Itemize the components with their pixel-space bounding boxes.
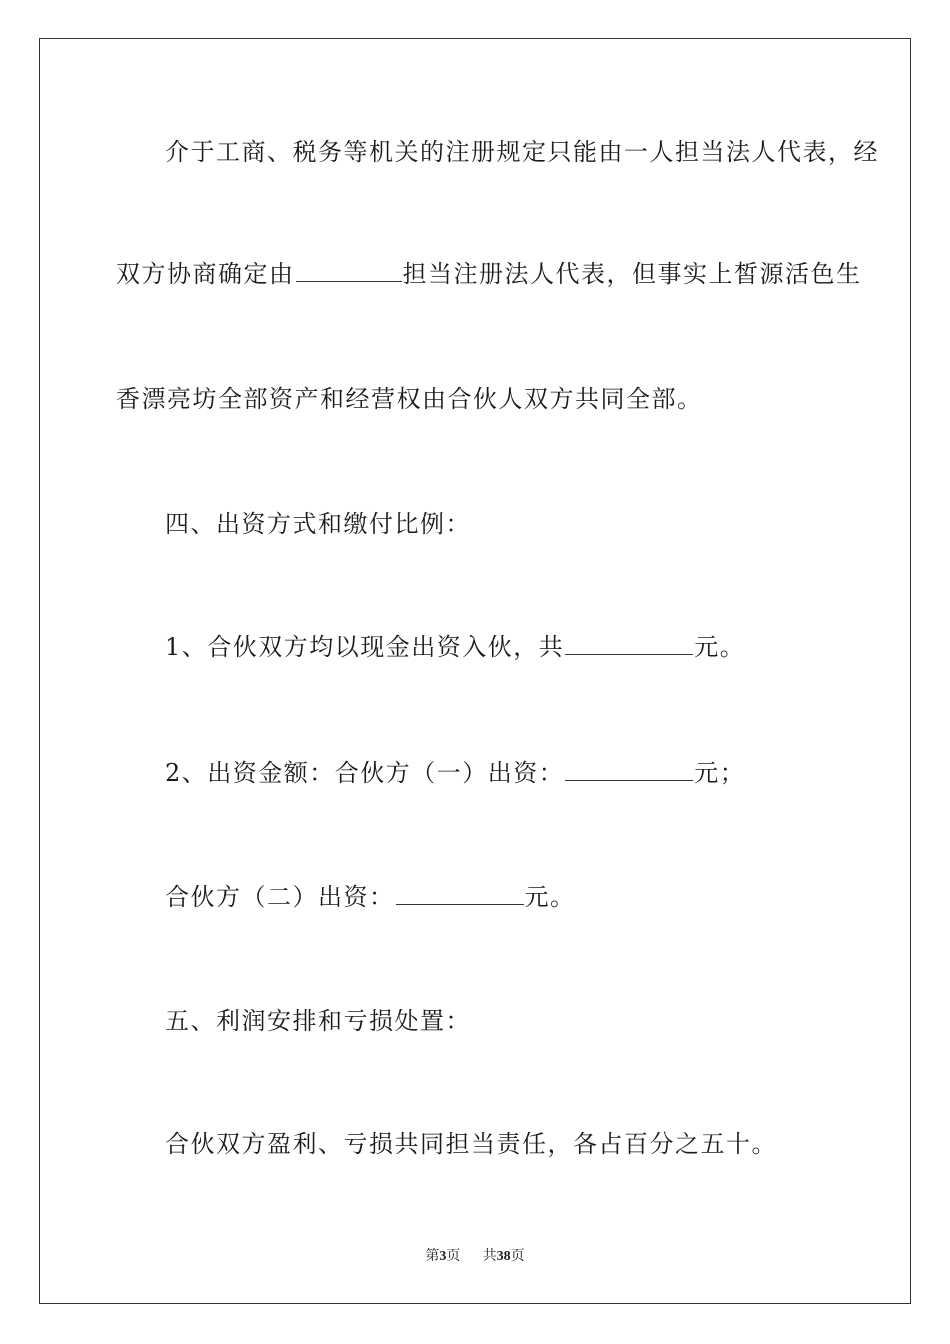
paragraph-line [0, 137, 950, 167]
text: 介于工商、税务等机关的注册规定只能由一人担当法人代表，经 [165, 138, 879, 166]
page-number: 第3页 [425, 1248, 461, 1264]
page-total: 共38页 [482, 1248, 525, 1264]
paragraph-line [0, 384, 950, 414]
text: 合伙方（二）出资： [165, 883, 395, 911]
list-item [0, 632, 950, 662]
text: 担当注册法人代表，但事实上皙源活色生 [402, 260, 862, 288]
page-border [39, 38, 911, 1304]
text: 五、利润安排和亏损处置： [165, 1007, 471, 1035]
text: 香漂亮坊全部资产和经营权由合伙人双方共同全部。 [116, 385, 703, 413]
paragraph-line [0, 259, 950, 289]
list-item [0, 882, 950, 912]
text: 元； [694, 759, 746, 787]
paragraph-line [0, 1129, 950, 1159]
fill-in-blank[interactable] [396, 882, 524, 905]
text: 四、出资方式和缴付比例： [165, 510, 471, 538]
text: 元。 [524, 883, 576, 911]
text: 1、合伙双方均以现金出资入伙，共 [165, 633, 565, 661]
fill-in-blank[interactable] [565, 758, 693, 781]
fill-in-blank[interactable] [565, 632, 693, 655]
text: 双方协商确定由 [116, 260, 295, 288]
list-item [0, 758, 950, 788]
text: 2、出资金额：合伙方（一）出资： [165, 759, 565, 787]
section-heading [0, 509, 950, 539]
text: 元。 [694, 633, 746, 661]
section-heading [0, 1006, 950, 1036]
text: 合伙双方盈利、亏损共同担当责任，各占百分之五十。 [165, 1130, 777, 1158]
page-footer [0, 1247, 950, 1266]
fill-in-blank[interactable] [296, 259, 402, 282]
